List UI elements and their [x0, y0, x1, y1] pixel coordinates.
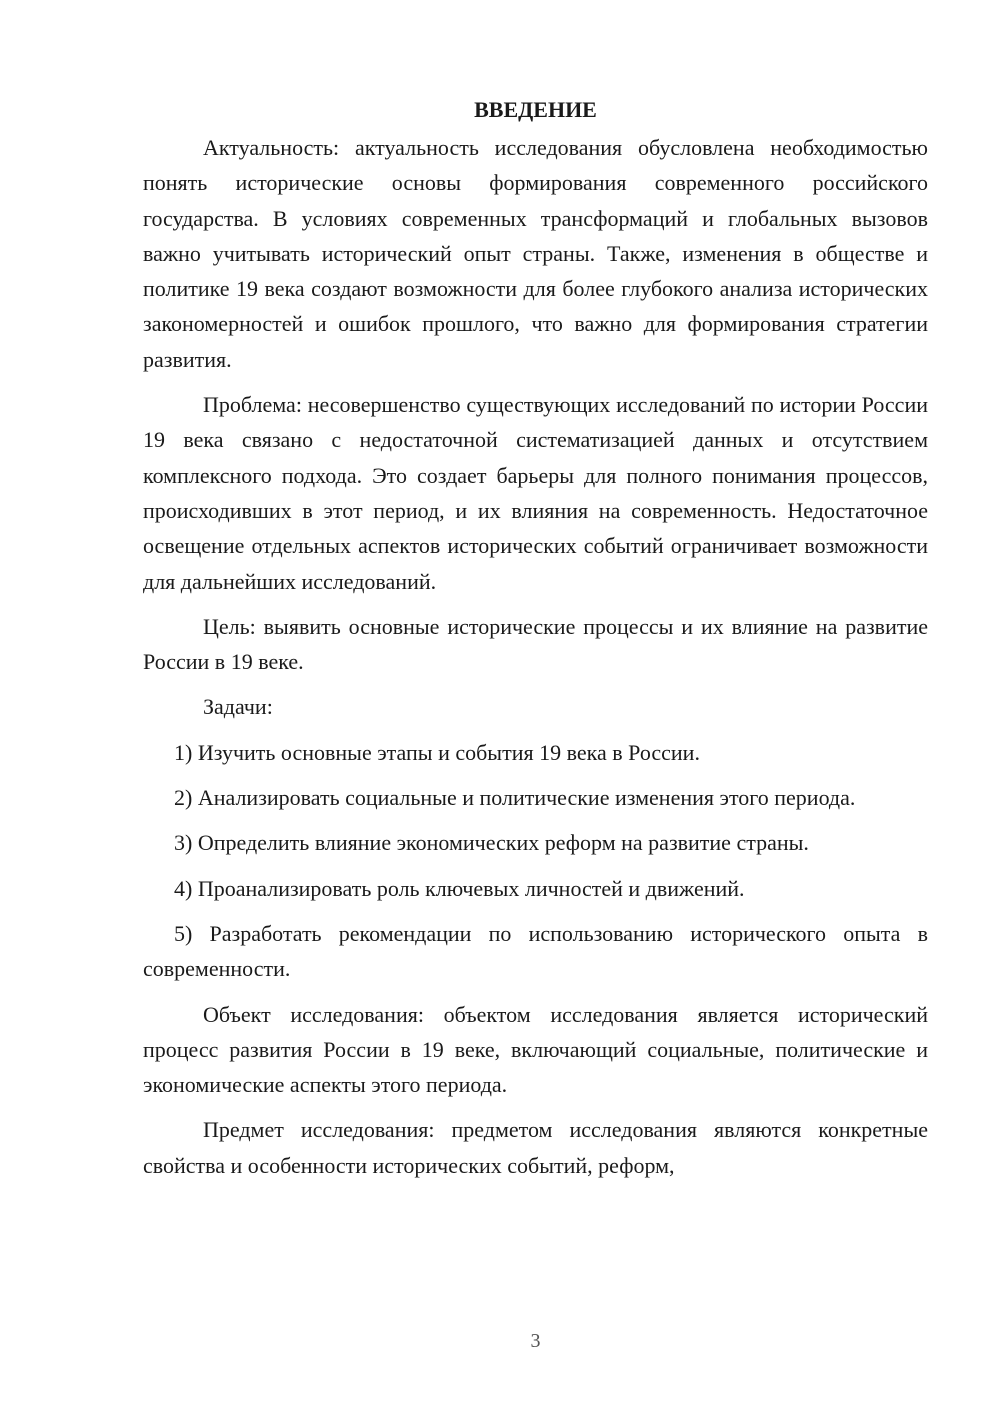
task-item: 5) Разработать рекомендации по использованию исторического опыта в современности. — [143, 920, 928, 982]
section-title: ВВЕДЕНИЕ — [474, 97, 597, 122]
task-item: 1) Изучить основные этапы и события 19 века в России. — [174, 739, 700, 765]
object-paragraph: Объект исследования: объектом исследования является исторический процесс развития России в 19 веке, включающий социальные, политические и экономические аспекты этого периода. — [143, 1001, 928, 1098]
goal-paragraph: Цель: выявить основные исторические процессы и их влияние на развитие России в 19 веке. — [143, 613, 928, 675]
page-number: 3 — [530, 1330, 541, 1352]
tasks-heading: Задачи: — [203, 694, 273, 720]
task-item: 4) Проанализировать роль ключевых личностей и движений. — [174, 875, 745, 901]
document-page — [143, 92, 928, 1193]
problem-paragraph: Проблема: несовершенство существующих исследований по истории России 19 века связано с недостаточной систематизацией данных и отсутствием комплексного подхода. Это создает барьеры для полного понимания процессов, происходивших в этот период, и их влияния на современность. Недостаточное освещение отдельных аспектов исторических событий ограничивает возможности для дальнейших исследований. — [143, 392, 928, 594]
subject-paragraph: Предмет исследования: предметом исследования являются конкретные свойства и особенности исторических событий, реформ, — [143, 1117, 928, 1178]
relevance-paragraph: Актуальность: актуальность исследования обусловлена необходимостью понять исторические основы формирования современного российского государства. В условиях современных трансформаций и глобальных вызовов важно учитывать исторический опыт страны. Также, изменения в обществе и политике 19 века создают возможности для более глубокого анализа исторических закономерностей и ошибок прошлого, что важно для формирования стратегии развития. — [143, 135, 928, 372]
task-item: 2) Анализировать социальные и политические изменения этого периода. — [174, 785, 856, 811]
task-item: 3) Определить влияние экономических реформ на развитие страны. — [174, 830, 809, 856]
